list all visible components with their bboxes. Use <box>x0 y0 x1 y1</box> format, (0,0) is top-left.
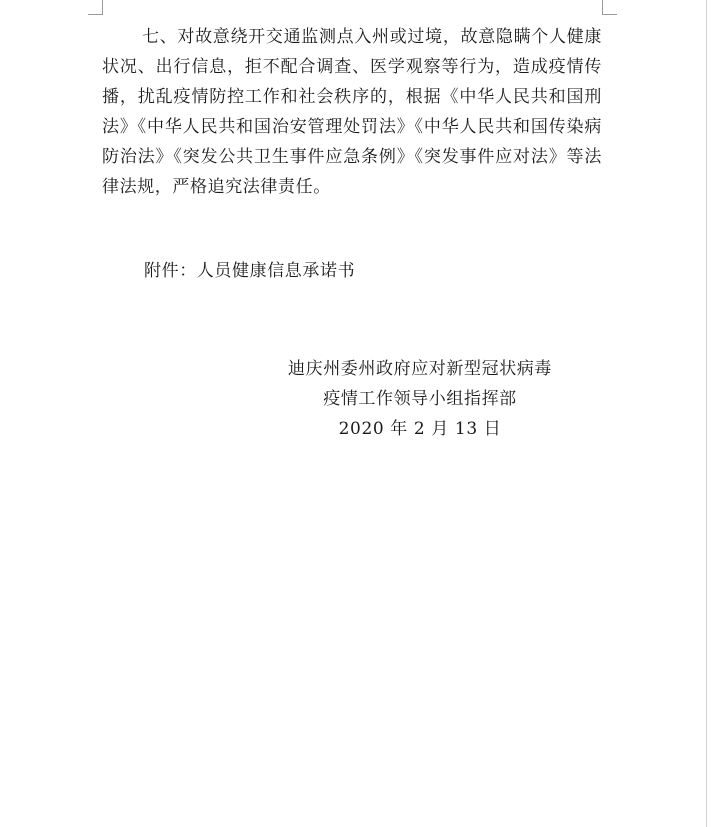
page-edge-line <box>706 0 707 827</box>
margin-corner-mark-left <box>88 0 103 15</box>
margin-corner-mark-right <box>602 0 617 15</box>
signature-block <box>270 354 570 444</box>
signature-org-line1: 迪庆州委州政府应对新型冠状病毒 <box>288 359 552 379</box>
signature-date: 2020 年 2 月 13 日 <box>338 419 502 439</box>
paragraph-seven: 七、对故意绕开交通监测点入州或过境，故意隐瞒个人健康状况、出行信息，拒不配合调查、医学观察等行为，造成疫情传播，扰乱疫情防控工作和社会秩序的，根据《中华人民共和国刑法》《中华人民共和国治安管理处罚法》《中华人民共和国传染病防治法》《突发公共卫生事件应急条例》《突发事件应对法》等法律法规，严格追究法律责任。 <box>102 27 602 197</box>
attachment-line: 附件：人员健康信息承诺书 <box>144 261 356 281</box>
signature-org-line2: 疫情工作领导小组指挥部 <box>323 389 517 409</box>
